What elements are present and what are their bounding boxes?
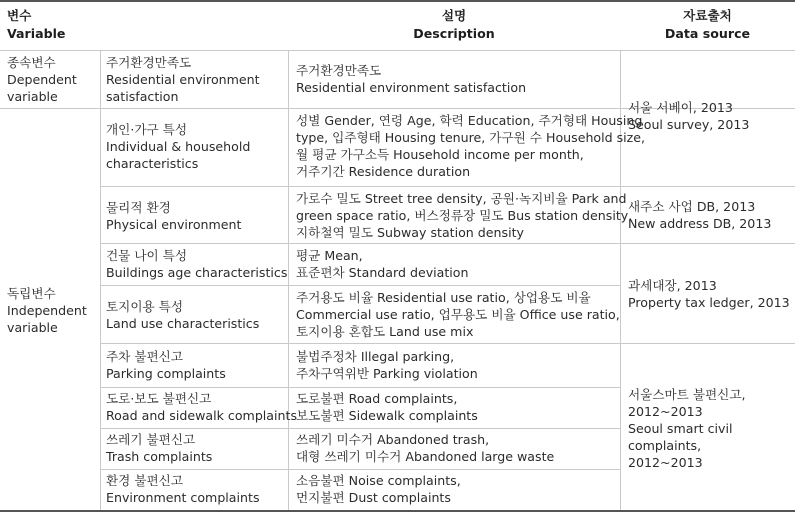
variable-name: 환경 불편신고 xyxy=(106,473,183,488)
data-source: complaints, xyxy=(628,438,702,453)
variable-description: 표준편차 Standard deviation xyxy=(296,265,469,280)
row-divider xyxy=(100,387,620,388)
group-independent-line-3: variable xyxy=(7,320,58,335)
variable-description: 도로불편 Road complaints, xyxy=(296,391,458,406)
data-source: 서울스마트 불편신고, xyxy=(628,387,746,402)
variable-description: type, 입주형태 Housing tenure, 가구원 수 Household size, xyxy=(296,130,646,145)
variable-description: 지하철역 밀도 Subway station density xyxy=(296,225,524,240)
variable-name: characteristics xyxy=(106,156,199,171)
variable-description: 불법주정차 Illegal parking, xyxy=(296,349,455,364)
variable-description: 쓰레기 미수거 Abandoned trash, xyxy=(296,432,490,447)
variable-description: green space ratio, 버스정류장 밀도 Bus station density, xyxy=(296,208,633,223)
variable-name: Individual & household xyxy=(106,139,251,154)
header-description-ko: 설명 xyxy=(441,8,467,23)
column-divider xyxy=(288,51,289,510)
variable-description: 대형 쓰레기 미수거 Abandoned large waste xyxy=(296,449,555,464)
table-bottom-rule xyxy=(0,510,795,512)
row-divider xyxy=(100,186,795,187)
variable-name: 도로·보도 불편신고 xyxy=(106,391,212,406)
variable-description: 주거환경만족도 xyxy=(296,63,382,78)
variable-name: Physical environment xyxy=(106,217,242,232)
data-source: 2012~2013 xyxy=(628,404,703,419)
variable-name: satisfaction xyxy=(106,89,179,104)
variable-description: 주차구역위반 Parking violation xyxy=(296,366,478,381)
variable-description: 주거용도 비율 Residential use ratio, 상업용도 비율 xyxy=(296,290,591,305)
data-source: Seoul survey, 2013 xyxy=(628,117,750,132)
header-variable-ko: 변수 xyxy=(7,8,32,23)
row-divider xyxy=(100,285,620,286)
variable-description: 월 평균 가구소득 Household income per month, xyxy=(296,147,584,162)
header-variable-en: Variable xyxy=(7,26,66,41)
data-source: Property tax ledger, 2013 xyxy=(628,295,790,310)
variable-name: 주차 불편신고 xyxy=(106,349,183,364)
variable-description: 가로수 밀도 Street tree density, 공원·녹지비율 Park and xyxy=(296,191,627,206)
variable-name: 개인·가구 특성 xyxy=(106,122,187,137)
data-source: 2012~2013 xyxy=(628,455,703,470)
variable-description: 평균 Mean, xyxy=(296,248,363,263)
variable-name: Residential environment xyxy=(106,72,260,87)
group-independent-line-2: Independent xyxy=(7,303,87,318)
group-dependent-line-1: 종속변수 xyxy=(7,55,56,70)
header-rule xyxy=(0,50,795,51)
variable-name: Land use characteristics xyxy=(106,316,260,331)
variable-name: 쓰레기 불편신고 xyxy=(106,432,196,447)
data-source: 새주소 사업 DB, 2013 xyxy=(628,199,756,214)
table-top-rule xyxy=(0,0,795,2)
variable-name: 주거환경만족도 xyxy=(106,55,192,70)
data-source: 서울 서베이, 2013 xyxy=(628,100,733,115)
variable-name: 물리적 환경 xyxy=(106,200,171,215)
variable-description: 소음불편 Noise complaints, xyxy=(296,473,461,488)
variable-name: Buildings age characteristics xyxy=(106,265,288,280)
header-description-en: Description xyxy=(413,26,495,41)
group-independent-line-1: 독립변수 xyxy=(7,286,56,301)
group-dependent-line-3: variable xyxy=(7,89,58,104)
data-source: 과세대장, 2013 xyxy=(628,278,717,293)
variable-description: Commercial use ratio, 업무용도 비율 Office use ratio, xyxy=(296,307,620,322)
variable-name: 건물 나이 특성 xyxy=(106,248,187,263)
variable-name: Environment complaints xyxy=(106,490,260,505)
row-divider xyxy=(100,428,620,429)
data-source: New address DB, 2013 xyxy=(628,216,772,231)
data-source: Seoul smart civil xyxy=(628,421,733,436)
group-dependent-line-2: Dependent xyxy=(7,72,77,87)
variable-description: 성별 Gender, 연령 Age, 학력 Education, 주거형태 Housing xyxy=(296,113,643,128)
row-divider xyxy=(100,469,620,470)
header-source-en: Data source xyxy=(664,26,751,41)
variable-name: Trash complaints xyxy=(106,449,213,464)
row-divider xyxy=(100,343,795,344)
variable-description: 토지이용 혼합도 Land use mix xyxy=(296,324,474,339)
variable-description: 보도불편 Sidewalk complaints xyxy=(296,408,478,423)
row-divider xyxy=(100,108,620,109)
column-divider xyxy=(100,51,101,510)
variable-name: Parking complaints xyxy=(106,366,226,381)
variable-description: 먼지불편 Dust complaints xyxy=(296,490,451,505)
variable-description: 거주기간 Residence duration xyxy=(296,164,471,179)
variable-description: Residential environment satisfaction xyxy=(296,80,527,95)
row-divider xyxy=(100,243,795,244)
variable-name: Road and sidewalk complaints xyxy=(106,408,298,423)
variable-name: 토지이용 특성 xyxy=(106,299,183,314)
header-source-ko: 자료출처 xyxy=(683,8,732,23)
